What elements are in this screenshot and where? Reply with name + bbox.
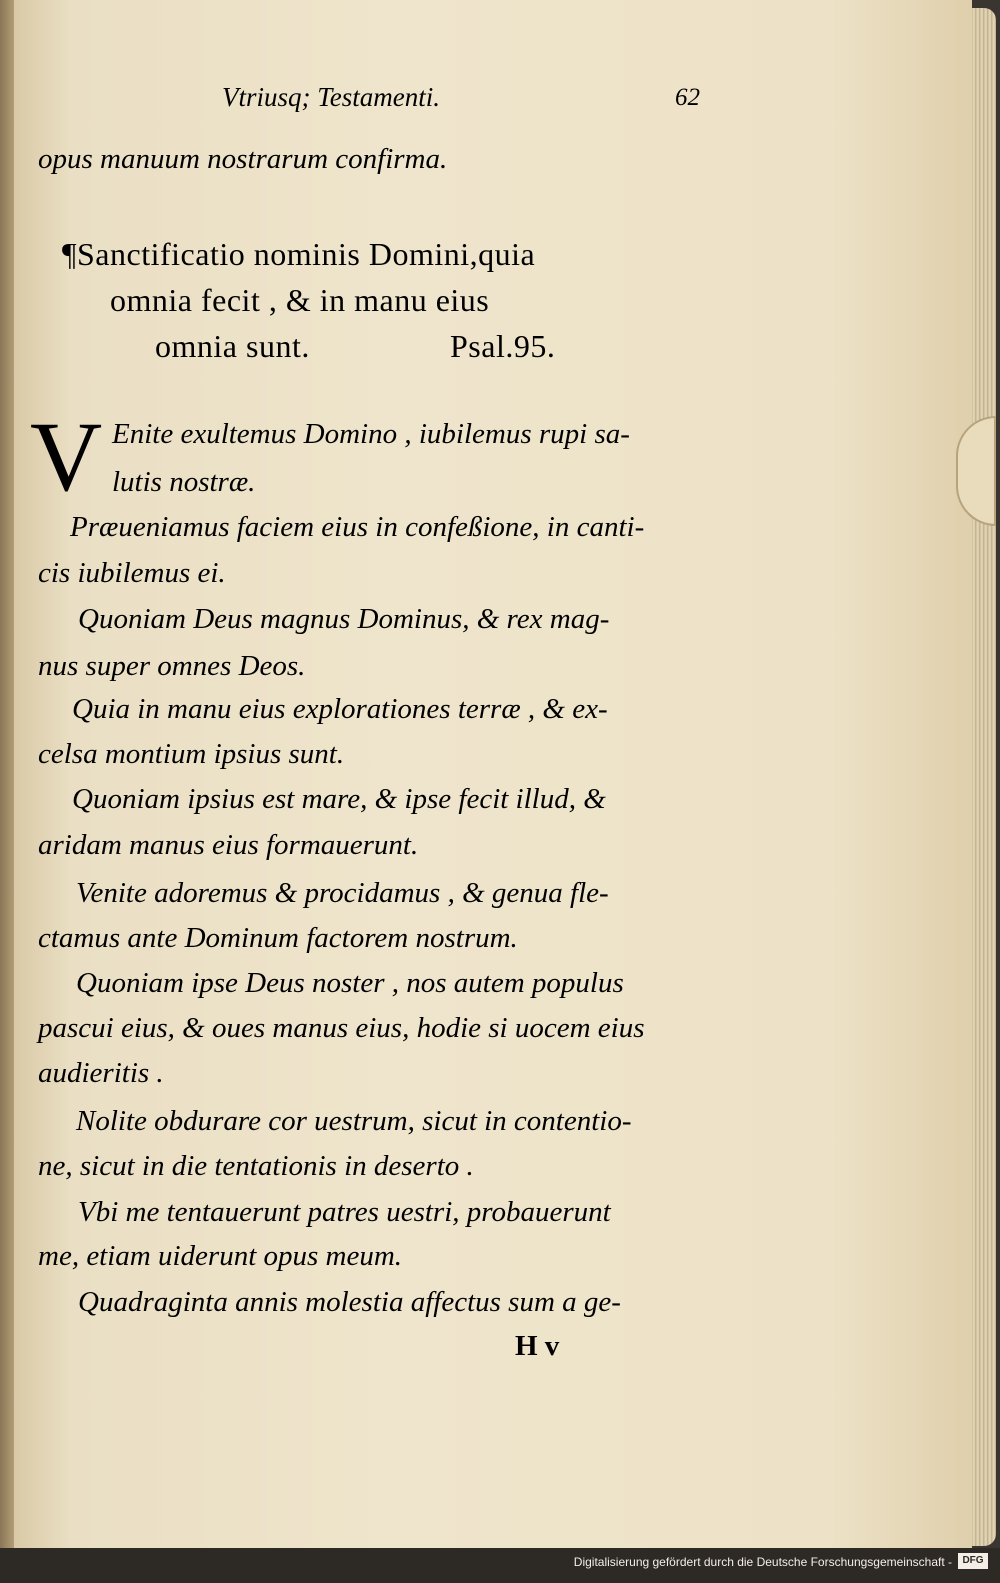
body-line: Nolite obdurare cor uestrum, sicut in contentio- xyxy=(76,1105,632,1137)
body-line: cis iubilemus ei. xyxy=(38,557,226,589)
heading-line-3: omnia sunt. xyxy=(155,328,310,364)
heading-line-2: omnia fecit , & in manu eius xyxy=(110,282,490,318)
body-line: Quoniam ipsius est mare, & ipse fecit illud, & xyxy=(72,783,606,815)
body-line: pascui eius, & oues manus eius, hodie si uocem eius xyxy=(38,1012,645,1044)
page-number: 62 xyxy=(675,84,700,111)
body-line: ne, sicut in die tentationis in deserto . xyxy=(38,1150,474,1182)
body-line: Quoniam Deus magnus Dominus, & rex mag- xyxy=(78,603,610,635)
body-line: Vbi me tentauerunt patres uestri, probauerunt xyxy=(78,1196,611,1228)
dfg-credit: Digitalisierung gefördert durch die Deutsche Forschungsgemeinschaft - xyxy=(573,1555,952,1569)
heading-line-1 xyxy=(62,236,535,273)
dfg-logo: DFG xyxy=(958,1553,988,1569)
signature-mark: H v xyxy=(515,1330,560,1362)
body-line: me, etiam uiderunt opus meum. xyxy=(38,1240,403,1272)
body-line: nus super omnes Deos. xyxy=(38,650,306,682)
body-line: Enite exultemus Domino , iubilemus rupi sa- xyxy=(112,418,630,450)
drop-cap: V xyxy=(30,401,103,512)
heading-reference: Psal.95. xyxy=(450,328,556,364)
body-line: aridam manus eius formauerunt. xyxy=(38,829,419,861)
body-line: lutis nostræ. xyxy=(112,466,256,498)
body-line: ctamus ante Dominum factorem nostrum. xyxy=(38,922,518,954)
page-edges xyxy=(972,8,996,1546)
running-head: Vtriusq; Testamenti. xyxy=(222,82,441,112)
body-line: Præueniamus faciem eius in confeßione, in canti- xyxy=(70,511,645,543)
top-line: opus manuum nostrarum confirma. xyxy=(38,143,448,175)
heading-text-1: Sanctificatio nominis Domini,quia xyxy=(77,236,536,272)
body-line: audieritis . xyxy=(38,1057,164,1089)
pilcrow-icon: ¶ xyxy=(62,236,77,272)
body-line: Quadraginta annis molestia affectus sum a ge- xyxy=(78,1286,621,1318)
body-line: celsa montium ipsius sunt. xyxy=(38,738,345,770)
body-line: Venite adoremus & procidamus , & genua fle- xyxy=(76,877,609,909)
body-line: Quoniam ipse Deus noster , nos autem populus xyxy=(76,967,624,999)
body-line: Quia in manu eius explorationes terræ , & ex- xyxy=(72,693,608,725)
